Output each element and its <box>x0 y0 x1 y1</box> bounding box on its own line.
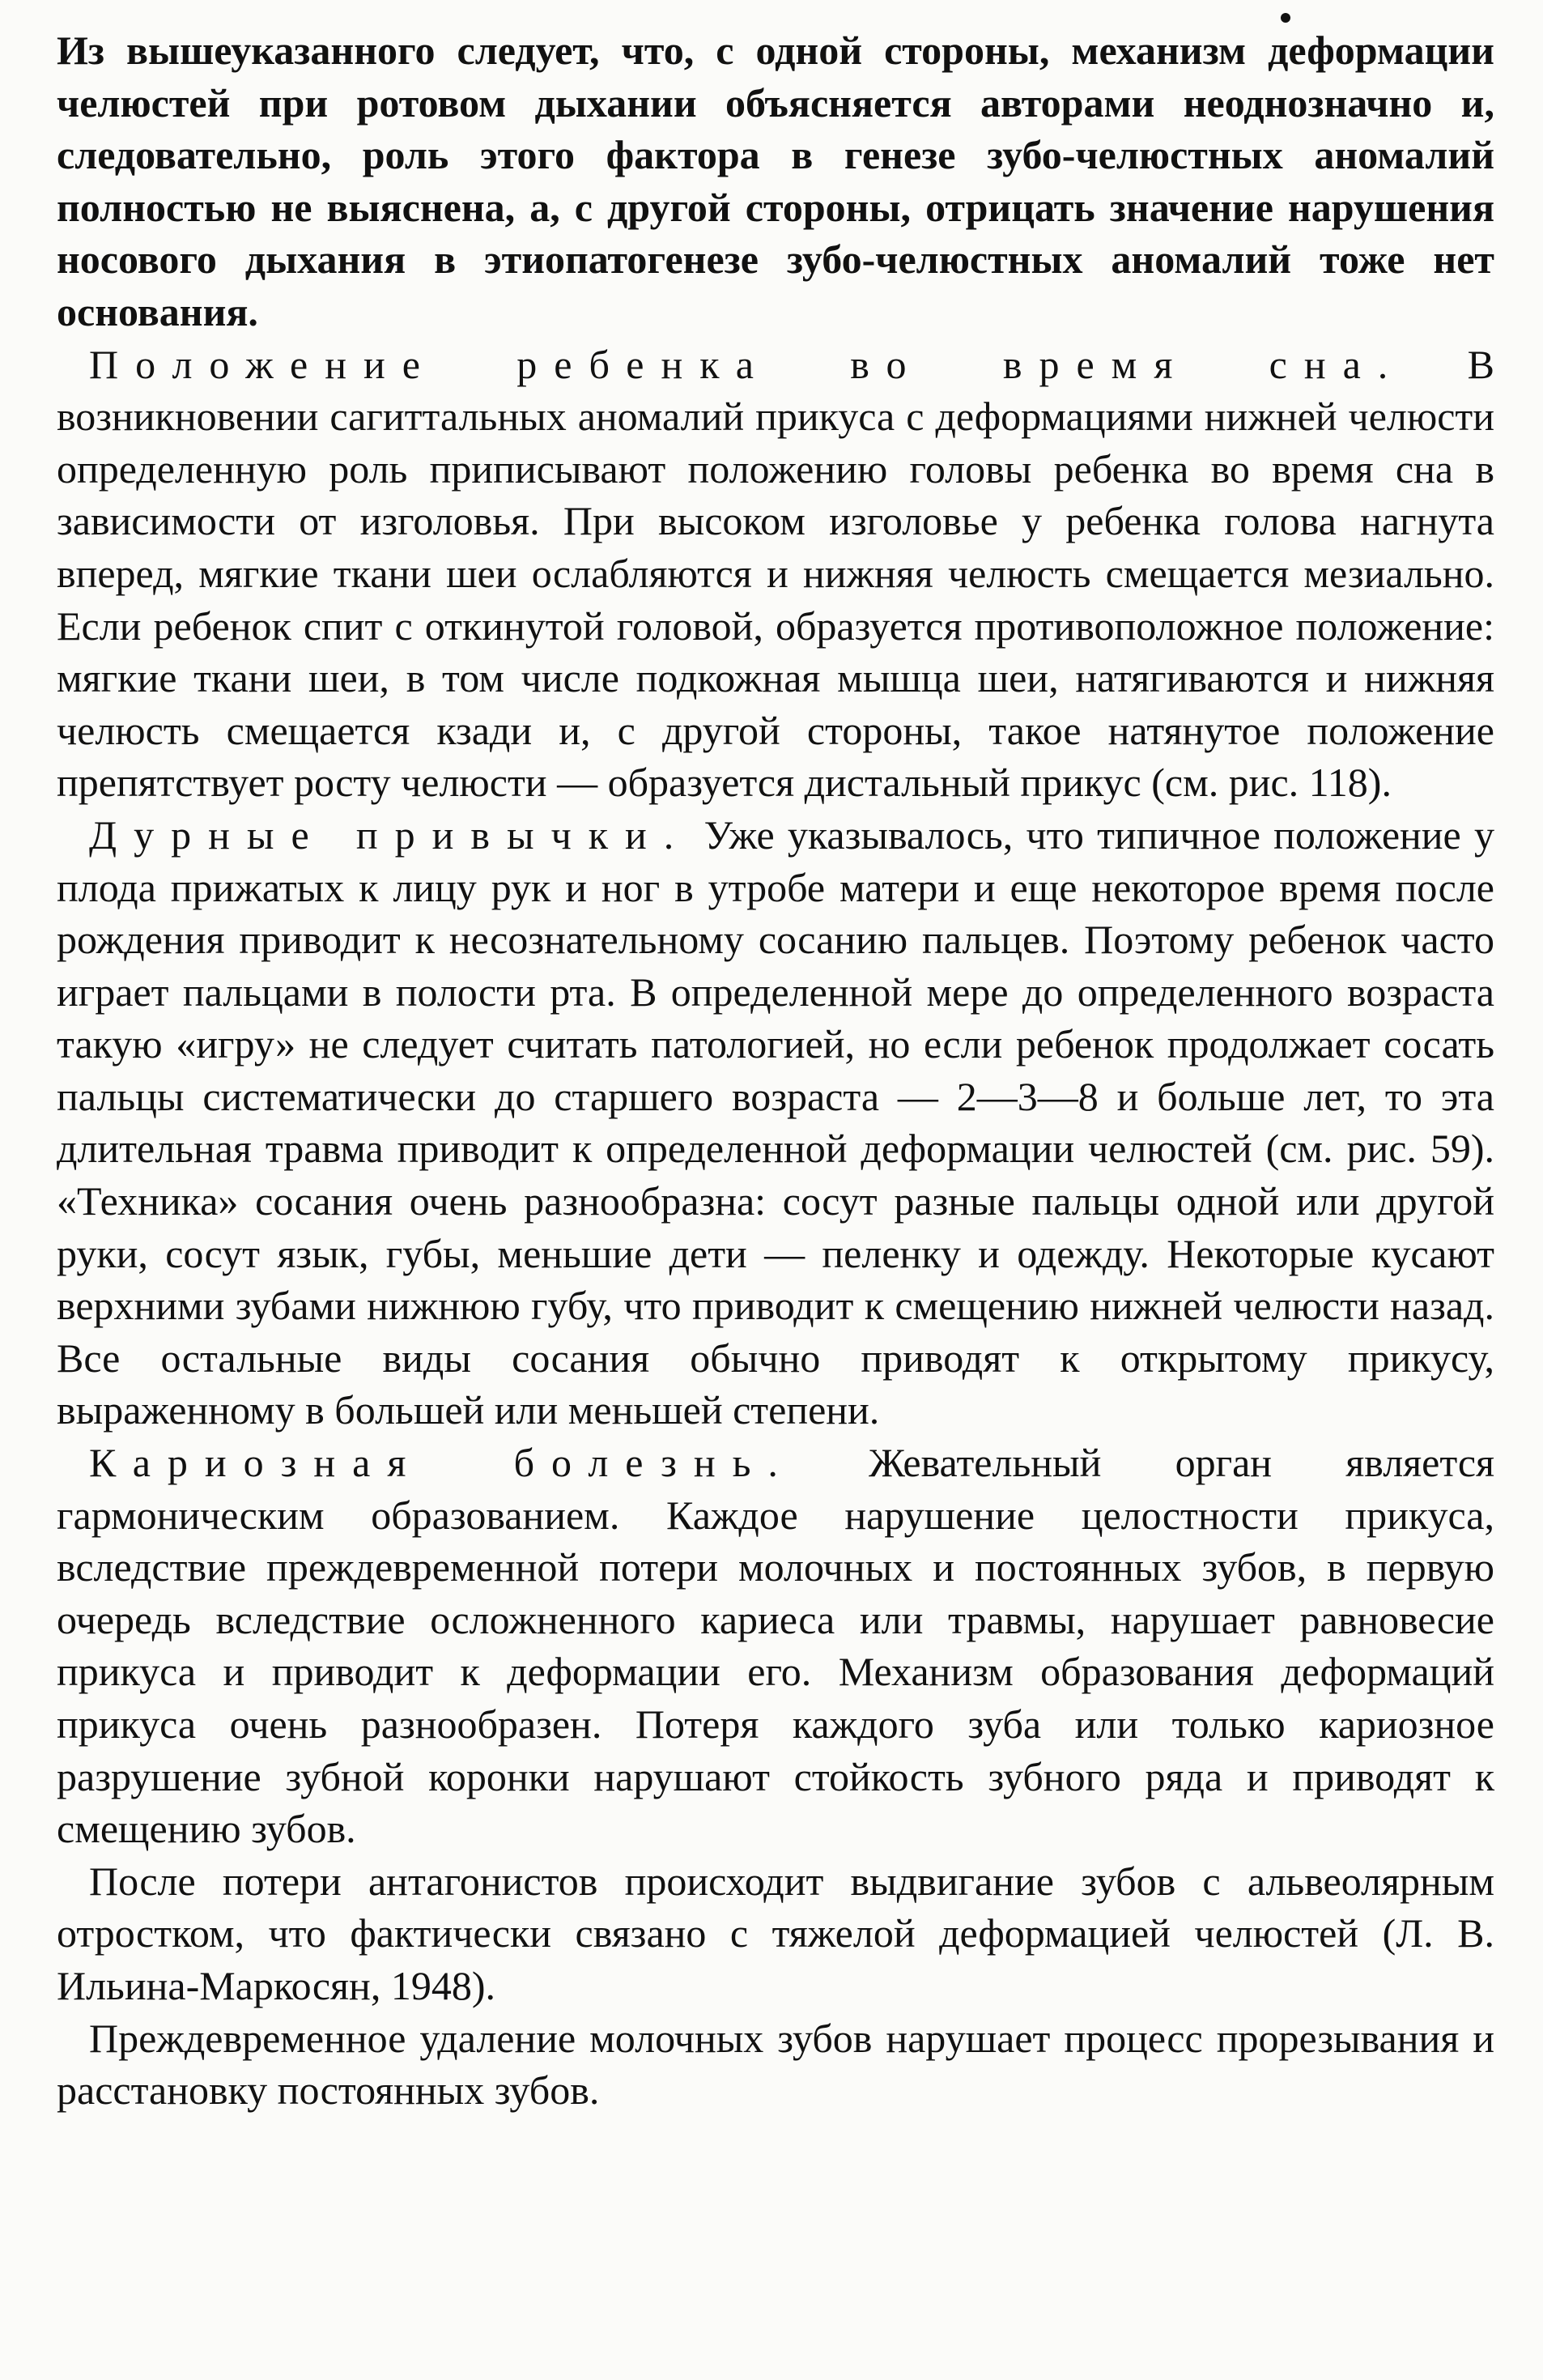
run-in-heading-caries: Кариозная болезнь. <box>89 1440 795 1486</box>
paragraph-text: Преждевременное удаление молочных зубов нарушает процесс прорезывания и расстановку постоянных зубов. <box>57 2015 1494 2114</box>
page-text <box>57 24 1494 2117</box>
paragraph-text: Уже указывалось, что типичное положение у плода прижатых к лицу рук и ног в утробе матери и еще некоторое время после рождения приводит к несознательному сосанию пальцев. Поэтому ребенок часто играет пальцами в полости рта. В определенной мере до определенного возраста такую «игру» не следует считать патологией, но если ребенок продолжает сосать пальцы систематически до старшего возраста — 2—3—8 и больше лет, то эта длительная травма приводит к определенной деформации челюстей (см. рис. 59). «Техника» сосания очень разнообразна: сосут разные пальцы одной или другой руки, сосут язык, губы, меньшие дети — пеленку и одежду. Некоторые кусают верхними зубами нижнюю губу, что приводит к смещению нижней челюсти назад. Все остальные виды сосания обычно приводят к открытому прикусу, выраженному в большей или меньшей степени. <box>57 811 1494 1433</box>
paragraph-sleep-position <box>57 338 1494 809</box>
paragraph-text: После потери антагонистов происходит выдвигание зубов с альвеолярным отростком, что фактически связано с тяжелой деформацией челюстей (Л. В. Ильина-Маркосян, 1948). <box>57 1858 1494 2008</box>
paragraph-text: В возникновении сагиттальных аномалий прикуса с деформациями нижней челюсти определенную роль приписывают положению головы ребенка во время сна в зависимости от изголовья. При высоком изголовье у ребенка голова нагнута вперед, мягкие ткани шеи ослабляются и нижняя челюсть смещается мезиально. Если ребенок спит с откинутой головой, образуется противоположное положение: мягкие ткани шеи, в том числе подкожная мышца шеи, натягиваются и нижняя челюсть смещается кзади и, с другой стороны, такое натянутое положение препятствует росту челюсти — образуется дистальный прикус (см. рис. 118). <box>57 341 1494 806</box>
paragraph-bad-habits <box>57 809 1494 1437</box>
print-speck <box>1281 13 1290 23</box>
paragraph-nasal-breathing-conclusion <box>57 24 1494 338</box>
run-in-heading-bad-habits: Дурные привычки. <box>89 811 691 858</box>
paragraph-text: Жевательный орган является гармоническим образованием. Каждое нарушение целостности прикуса, вследствие преждевременной потери молочных и постоянных зубов, в первую очередь вследствие осложненного кариеса или травмы, нарушает равновесие прикуса и приводит к деформации его. Механизм образования деформаций прикуса очень разнообразен. Потеря каждого зуба или только кариозное разрушение зубной коронки нарушают стойкость зубного ряда и приводят к смещению зубов. <box>57 1440 1495 1852</box>
paragraph-caries <box>57 1437 1494 1855</box>
paragraph-antagonist-loss <box>57 1855 1494 2012</box>
paragraph-premature-extraction <box>57 2012 1494 2117</box>
paragraph-text: Из вышеуказанного следует, что, с одной стороны, механизм деформации челюстей при ротовом дыхании объясняется авторами неоднозначно и, следовательно, роль этого фактора в генезе зубо-челюстных аномалий полностью не выяснена, а, с другой стороны, отрицать значение нарушения носового дыхания в этиопатогенезе зубо-челюстных аномалий тоже нет основания. <box>57 28 1494 334</box>
run-in-heading-sleep-position: Положение ребенка во время сна. <box>89 341 1405 387</box>
